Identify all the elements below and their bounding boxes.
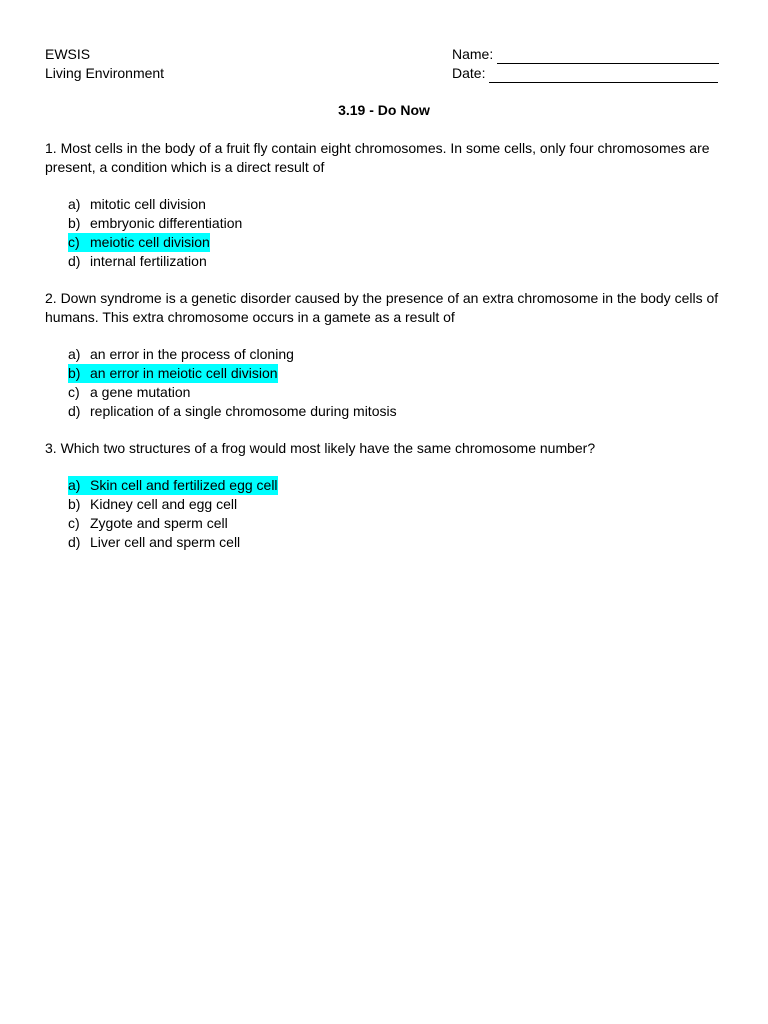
option-text: internal fertilization [90,253,207,269]
option-letter: c) [68,234,80,250]
option-text: an error in the process of cloning [90,346,294,362]
date-field [452,64,719,83]
option-text: Zygote and sperm cell [90,515,228,531]
page-title: 3.19 - Do Now [338,102,430,118]
header-right [452,45,719,83]
question-3-options [68,476,278,552]
option-letter: b) [68,215,81,231]
q2-option-a [68,345,397,364]
q3-option-b [68,495,278,514]
header-left [45,45,164,83]
q1-option-b [68,214,242,233]
option-text: Skin cell and fertilized egg cell [90,477,278,493]
q3-option-c [68,514,278,533]
question-2: 2. Down syndrome is a genetic disorder caused by the presence of an extra chromosome in the body cells of humans. This extra chromosome occurs in a gamete as a result of [45,290,719,325]
date-label: Date: [452,65,486,81]
question-1-options [68,195,242,271]
q1-option-d [68,252,242,271]
q2-option-b [68,364,397,383]
option-letter: b) [68,496,81,512]
question-1: 1. Most cells in the body of a fruit fly contain eight chromosomes. In some cells, only four chromosomes are present, a condition which is a direct result of [45,140,710,175]
q3-option-a [68,476,278,495]
q2-option-c [68,383,397,402]
option-letter: a) [68,477,81,493]
date-blank-line [489,68,718,83]
option-letter: d) [68,253,81,269]
q3-option-d [68,533,278,552]
question-2-options [68,345,397,421]
name-field [452,45,719,64]
option-text: Liver cell and sperm cell [90,534,241,550]
q2-option-d [68,402,397,421]
question-3: 3. Which two structures of a frog would most likely have the same chromosome number? [45,440,596,456]
option-text: embryonic differentiation [90,215,243,231]
option-letter: c) [68,515,80,531]
q1-option-a [68,195,242,214]
option-text: replication of a single chromosome during mitosis [90,403,397,419]
option-text: Kidney cell and egg cell [90,496,238,512]
option-text: a gene mutation [90,384,191,400]
option-letter: d) [68,534,81,550]
name-label: Name: [452,46,494,62]
option-letter: d) [68,403,81,419]
option-letter: c) [68,384,80,400]
option-letter: a) [68,196,81,212]
course-name: Living Environment [45,65,165,81]
name-blank-line [497,49,719,64]
q1-option-c [68,233,242,252]
option-text: mitotic cell division [90,196,206,212]
school-name: EWSIS [45,46,91,62]
option-text: meiotic cell division [90,234,210,250]
option-text: an error in meiotic cell division [90,365,278,381]
option-letter: a) [68,346,81,362]
option-letter: b) [68,365,81,381]
